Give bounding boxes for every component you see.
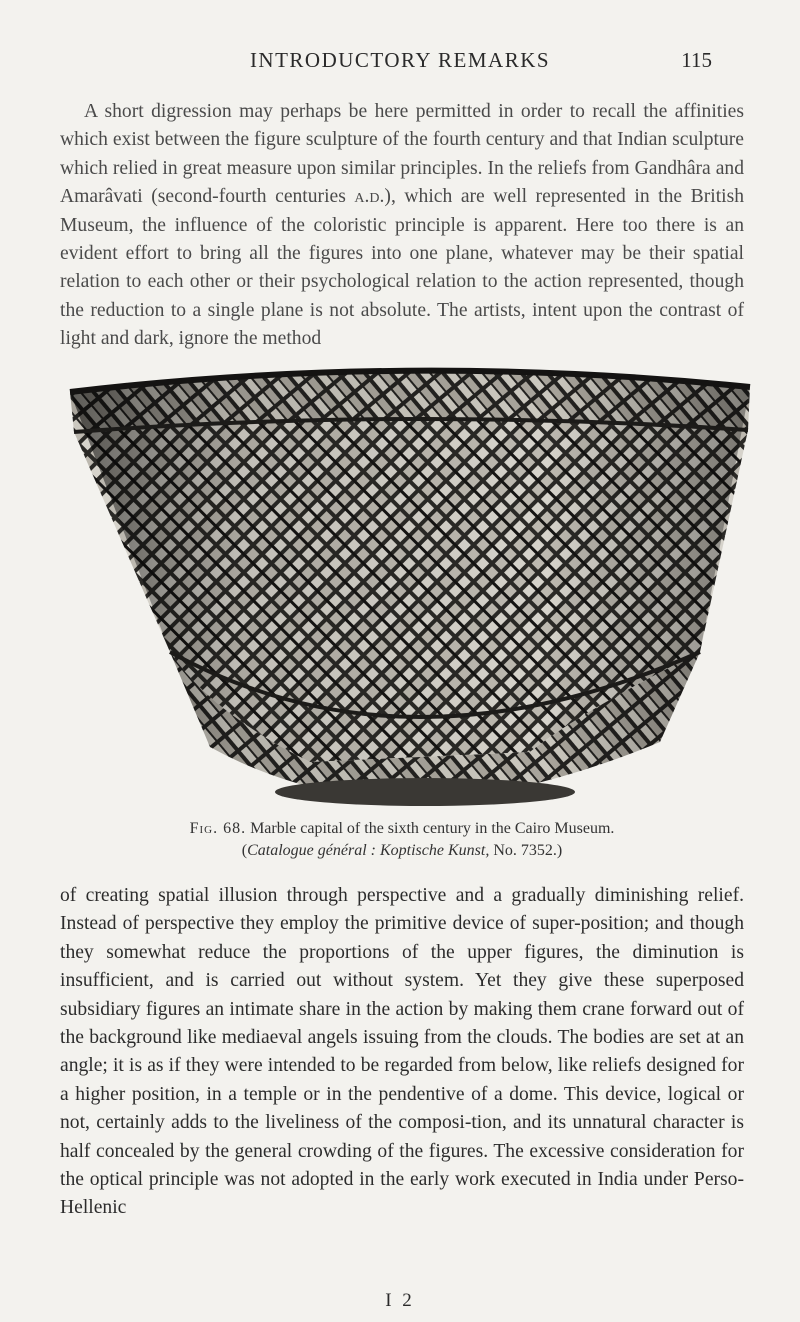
figure-capital-photo bbox=[60, 352, 754, 807]
page-number: 115 bbox=[681, 48, 712, 72]
para1-text-b: ), which are well represented in the British Museum, the influence of the coloristic principle is apparent. Here too there is an evident effort to bring all the figures into one plane, whatever may be their spatial relation to each other or their psychological relation to the action represented, though the reduction to a single plane is not absolute. The artists, intent upon the contrast of light and dark, ignore the method bbox=[60, 186, 744, 350]
caption-fig-number: Fig. 68. bbox=[189, 820, 247, 837]
figure-caption bbox=[60, 818, 744, 862]
page-header bbox=[0, 48, 800, 78]
caption-line-1 bbox=[60, 818, 744, 840]
caption-text: Marble capital of the sixth century in the Cairo Museum. bbox=[250, 820, 615, 837]
ad-abbrev: a.d. bbox=[354, 186, 385, 208]
signature-mark: I 2 bbox=[385, 1290, 415, 1311]
paragraph-1 bbox=[60, 98, 744, 354]
caption-ref-tail: No. 7352. bbox=[493, 842, 557, 859]
running-head: INTRODUCTORY REMARKS bbox=[249, 48, 551, 72]
paragraph-2: of creating spatial illusion through perspective and a gradually diminishing relief. Instead of perspective they employ the primitive device of super-position; and though they somewhat reduce the proportions of the upper figures, the diminution is insufficient, and is carried out without system. Yet they give these superposed subsidiary figures an intimate share in the action by making them crane forward out of the background like mediaeval angels issuing from the clouds. The bodies are set at an angle; it is as if they were intended to be regarded from below, like reliefs designed for a higher position, in a temple or in the pendentive of a dome. This device, logical or not, certainly adds to the liveliness of the composi-tion, and its unnatural character is half concealed by the general crowding of the figures. The excessive consideration for the optical principle was not adopted in the early work executed in India under Perso-Hellenic bbox=[60, 885, 744, 1219]
capital-illustration bbox=[60, 352, 754, 807]
caption-line-2: (Catalogue général : Koptische Kunst, No. 7352.) bbox=[241, 842, 563, 859]
para1-text-a: A short digression may perhaps be here permitted in order to recall the affinities which exist between the figure sculpture of the fourth century and that Indian sculpture which relied in great measure upon similar principles. In the reliefs from Gandhâra and Amarâvati (second-fourth centuries bbox=[60, 101, 744, 208]
caption-ref-italic: Catalogue général : Koptische Kunst, bbox=[247, 842, 490, 859]
